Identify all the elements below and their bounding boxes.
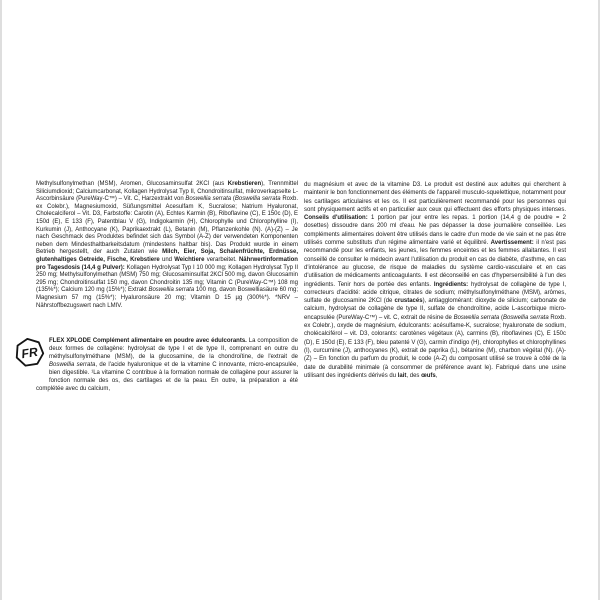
fr-badge-text: FR — [20, 344, 39, 362]
page-edge-left — [0, 0, 2, 600]
fr-badge — [13, 337, 46, 368]
french-description-text: FLEX XPLODE Complément alimentaire en poudre avec édulcorants. La composition de deux formes de collagène: hydrolysat de type I et de type II, comprenant en outre du méthylsulfonylméthane (MSM), de la glucosamine, de la chondroïtine, de l'extrait de Boswellia serrata, de l'acide hyaluronique et de la vitamine C innovante, micro-encapsulée, bien digestible. ¹La vitamine C contribue à la formation normale de collagène pour assurer la fonction normale des os, des cartilages et de la peau. En outre, la préparation a été complétée avec du calcium, — [36, 338, 298, 393]
heptagon-badge-icon — [13, 337, 46, 368]
french-usage-ingredients-paragraph: du magnésium et avec de la vitamine D3. Le produit est destiné aux adultes qui cherchent à maintenir le bon fonctionnement des éléments de l'appareil musculo-squelettique, notamment pour les cartilages articulaires et les os. Il est particulièrement recommandé pour les personnes qui sont physiquement actifs et en particulier aux ceux qui effectuent des efforts physiques intenses. Conseils d'utilisation: 1 portion par jour entre les repas. 1 portion (14,4 g de poudre = 2 dosettes) dissoudre dans 200 ml d'eau. Ne pas dépasser la dose journalière conseillée. Les compléments alimentaires doivent être utilisés dans le cadre d'un mode de vie sain et ne pas être utilisés comme substituts d'un régime alimentaire varié et équilibré. Avertissement: il n'est pas recommandé pour les enfants, les jeunes, les femmes enceintes et les femmes allaitantes. Il est conseillé de consulter le médecin avant l'utilisation du produit en cas de diabète, d'asthme, en cas d'intolérance au glucose, de risque de maladies du système cardio-vasculaire et en cas d'utilisation de médicaments anticoagulants. Il est déconseillé en cas d'hypersensibilité à l'un des ingrédients. Tenir hors de portée des enfants. Ingrédients: hydrolysat de collagène de type I, correcteurs d'acidité: acide citrique, citrates de sodium; méthylsulfonylméthane (MSM), arômes, sulfate de glucosamine 2KCl (de crustacés), antiagglomérant: dioxyde de silicium; carbonate de calcium, hydrolysat de collagène de type II, sulfate de chondroïtine, acide L-ascorbique micro-encapsulée (PureWay-C™) – vit. C, extrait de résine de Boswellia serrata (Boswellia serrata Roxb. ex Colebr.), oxyde de magnésium, édulcorants: acésulfame-K, sucralose; hyaluronate de sodium, cholécalciférol – vit. D3, colorants: carotènes végétaux (A), carmins (B), riboflavines (C), E 150c (D), E 150d (E), E 133 (F), bleu patenté V (G), carmin d'indigo (H), chlorophylles et chlorophyllines (I), curcumine (J), anthocyanes (K), extrait de paprika (L), bétanine (M), charbon végétal (N). (A)-(Z) – En fonction du parfum du produit, le code (A-Z) du composant utilisé se trouve à côté de la date de durabilité minimale (à consommer de préférence avant le). Fabriqué dans une usine utilisant des ingrédients dérivés du lait, des œufs, — [304, 182, 567, 379]
label-left-column — [20, 181, 299, 393]
label-right-column — [304, 181, 566, 380]
german-ingredients-paragraph: Methylsulfonylmethan (MSM), Aromen, Glucosaminsulfat 2KCl (aus Krebstieren), Trennmittel Siliciumdioxid; Calciumcarbonat, Kollagen Hydrolysat Typ II, Chondroitinsulfat, mikroverkapselte L-Ascorbinsäure (PureWay-C™) – Vit. C, Harzextrakt von Boswellia serrata (Boswellia serrata Roxb. ex Colebr.), Magnesiumoxid, Süßungsmittel Acesulfam K, Sucralose; Natrium Hyaluronat, Cholecalciferol – Vit. D3, Farbstoffe: Carotin (A), Echtes Karmin (B), Riboflavine (C), E 150c (D), E 150d (E), E 133 (F), Patentblau V (G), Indigokarmin (H), Chlorophylle und Chlorophylline (I), Kurkumin (J), Anthocyane (K), Paprikaextrakt (L), Betanin (M), Pflanzenkohle (N). (A)-(Z) – Je nach Geschmack des Produktes befindet sich das Symbol (A-Z) der verwendeten Komponenten neben dem Mindesthaltbarkeitsdatum (mindestens haltbar bis). Das Produkt wurde in einem Betrieb hergestellt, der auch Zutaten wie Milch, Eier, Soja, Schalenfrüchte, Erdnüsse, glutenhaltiges Getreide, Fische, Krebstiere und Weichtiere verarbeitet. Nährwertinformation pro Tagesdosis (14,4 g Pulver): Kollagen Hydrolysat Typ I 10 000 mg; Kollagen Hydrolysat Typ II 250 mg; Methylsulfonylmethan (MSM) 750 mg; Glucosaminsulfat 2KCl 500 mg, davon Glucosamin 295 mg; Chondroitinsulfat 150 mg, davon Chondroitin 135 mg; Vitamin C (PureWay-C™) 108 mg (135%*); Calcium 120 mg (15%*); Extrakt Boswellia serrata 100 mg, davon Boswelliasäure 60 mg; Magnesium 57 mg (15%*); Hyaluronsäure 20 mg; Vitamin D 15 µg (300%*). *NRV – Nährstoffbezugswert nach LMIV. — [36, 181, 299, 309]
french-section-paragraph — [20, 337, 298, 393]
